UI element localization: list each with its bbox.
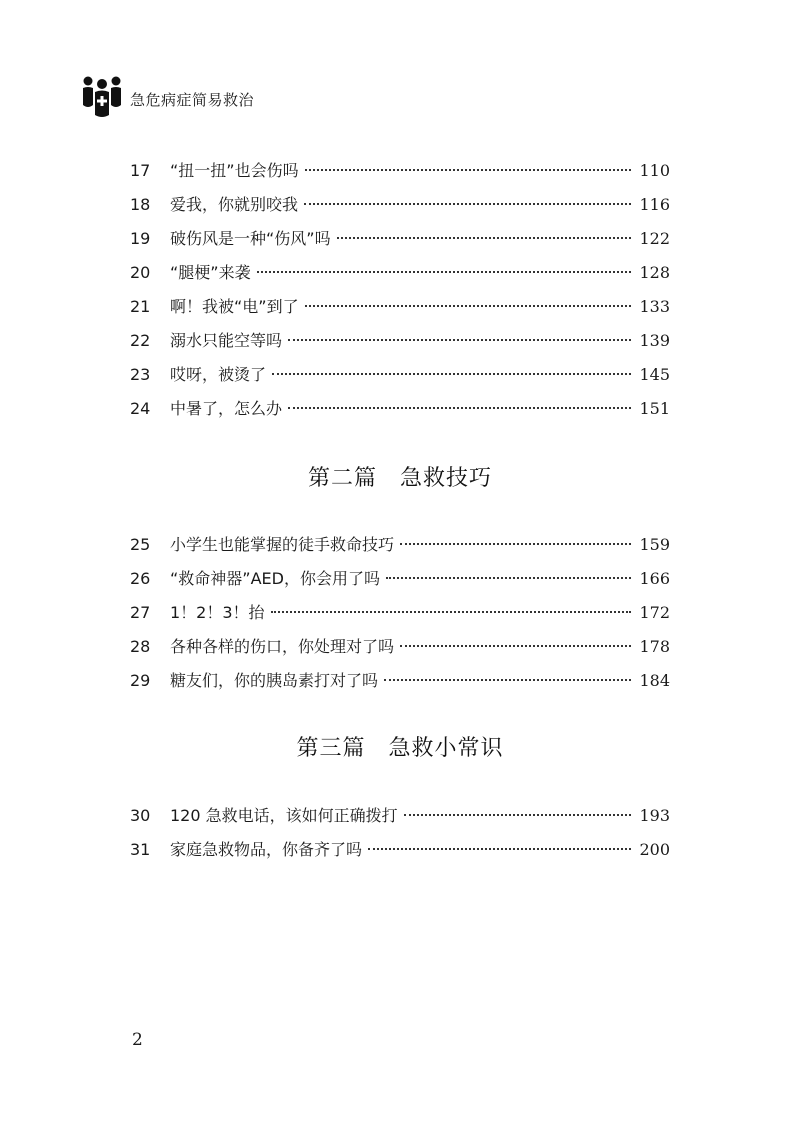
toc-entry-number: 24 — [130, 399, 151, 418]
toc-dot-leader — [288, 406, 631, 409]
toc-entry[interactable] — [130, 222, 670, 256]
toc-dot-leader — [272, 372, 631, 375]
toc-entry-title: 溺水只能空等吗 — [170, 331, 283, 350]
toc-dot-leader — [368, 847, 631, 850]
book-title: 急危病症简易救治 — [130, 90, 255, 109]
toc-dot-leader — [305, 168, 632, 171]
toc-entry-number: 29 — [130, 671, 151, 690]
toc-dot-leader — [305, 304, 632, 307]
section-heading-part-two: 第二篇 急救技巧 — [307, 466, 492, 491]
toc-entry[interactable] — [130, 833, 670, 867]
toc-entry-title: 糖友们，你的胰岛素打对了吗 — [170, 671, 379, 690]
toc-entry[interactable] — [130, 596, 670, 630]
page-number: 2 — [132, 1030, 143, 1050]
toc-entry-number: 18 — [130, 195, 151, 214]
toc-entry-page: 116 — [639, 195, 670, 214]
toc-entry[interactable] — [130, 188, 670, 222]
toc-entry-page: 172 — [639, 603, 670, 622]
toc-dot-leader — [400, 644, 631, 647]
section-heading-part-three: 第三篇 急救小常识 — [296, 736, 504, 761]
toc-dot-leader — [288, 338, 631, 341]
toc-entry-number: 25 — [130, 535, 151, 554]
toc-entry-page: 128 — [639, 263, 670, 282]
toc-entry-title: 家庭急救物品，你备齐了吗 — [170, 840, 363, 859]
toc-entry-number: 19 — [130, 229, 151, 248]
toc-entry-number: 17 — [130, 161, 151, 180]
toc-entry-number: 21 — [130, 297, 151, 316]
toc-entry-title: 啊！我被“电”到了 — [170, 297, 299, 316]
toc-entry-page: 151 — [639, 399, 670, 418]
toc-entry[interactable] — [130, 630, 670, 664]
toc-entry-number: 26 — [130, 569, 151, 588]
toc-entry-page: 110 — [639, 161, 670, 180]
toc-entry[interactable] — [130, 528, 670, 562]
toc-dot-leader — [257, 270, 632, 273]
toc-entry-title: 哎呀，被烫了 — [170, 365, 267, 384]
toc-entry-title: 爱我，你就别咬我 — [170, 195, 299, 214]
toc-entry-number: 31 — [130, 840, 151, 859]
toc-entry-title: 各种各样的伤口，你处理对了吗 — [170, 637, 395, 656]
toc-entry-number: 22 — [130, 331, 151, 350]
toc-entry-page: 139 — [639, 331, 670, 350]
toc-entry[interactable] — [130, 799, 670, 833]
toc-entry[interactable] — [130, 154, 670, 188]
toc-entry[interactable] — [130, 324, 670, 358]
toc-dot-leader — [271, 610, 632, 613]
first-aid-people-logo-icon — [82, 75, 122, 119]
toc-dot-leader — [337, 236, 632, 239]
toc-entry[interactable] — [130, 392, 670, 426]
toc-entry[interactable] — [130, 358, 670, 392]
toc-entry-title: 120 急救电话，该如何正确拨打 — [170, 806, 398, 825]
toc-dot-leader — [400, 542, 631, 545]
toc-entry-number: 20 — [130, 263, 151, 282]
toc-list-part-one — [130, 154, 670, 426]
toc-list-part-two — [130, 528, 670, 698]
toc-entry-page: 145 — [639, 365, 670, 384]
toc-entry-title: “扭一扭”也会伤吗 — [170, 161, 299, 180]
toc-dot-leader — [386, 576, 631, 579]
toc-dot-leader — [404, 813, 632, 816]
toc-entry-page: 122 — [639, 229, 670, 248]
toc-entry-page: 166 — [639, 569, 670, 588]
toc-entry-page: 159 — [639, 535, 670, 554]
toc-dot-leader — [384, 678, 631, 681]
toc-entry[interactable] — [130, 290, 670, 324]
running-header — [82, 74, 254, 120]
toc-entry-number: 30 — [130, 806, 151, 825]
toc-entry-number: 23 — [130, 365, 151, 384]
toc-dot-leader — [304, 202, 631, 205]
toc-entry[interactable] — [130, 256, 670, 290]
toc-list-part-three — [130, 799, 670, 867]
toc-entry-title: 中暑了，怎么办 — [170, 399, 283, 418]
toc-entry-number: 27 — [130, 603, 151, 622]
toc-entry-page: 193 — [639, 806, 670, 825]
toc-entry-page: 178 — [639, 637, 670, 656]
toc-entry-title: 小学生也能掌握的徒手救命技巧 — [170, 535, 395, 554]
toc-entry-page: 200 — [639, 840, 670, 859]
toc-entry-title: 1！2！3！抬 — [170, 603, 265, 622]
toc-entry-page: 133 — [639, 297, 670, 316]
toc-entry[interactable] — [130, 562, 670, 596]
toc-entry-title: “救命神器”AED，你会用了吗 — [170, 569, 380, 588]
toc-entry-number: 28 — [130, 637, 151, 656]
toc-entry-page: 184 — [639, 671, 670, 690]
toc-entry-title: “腿梗”来袭 — [170, 263, 251, 282]
toc-entry[interactable] — [130, 664, 670, 698]
toc-entry-title: 破伤风是一种“伤风”吗 — [170, 229, 331, 248]
